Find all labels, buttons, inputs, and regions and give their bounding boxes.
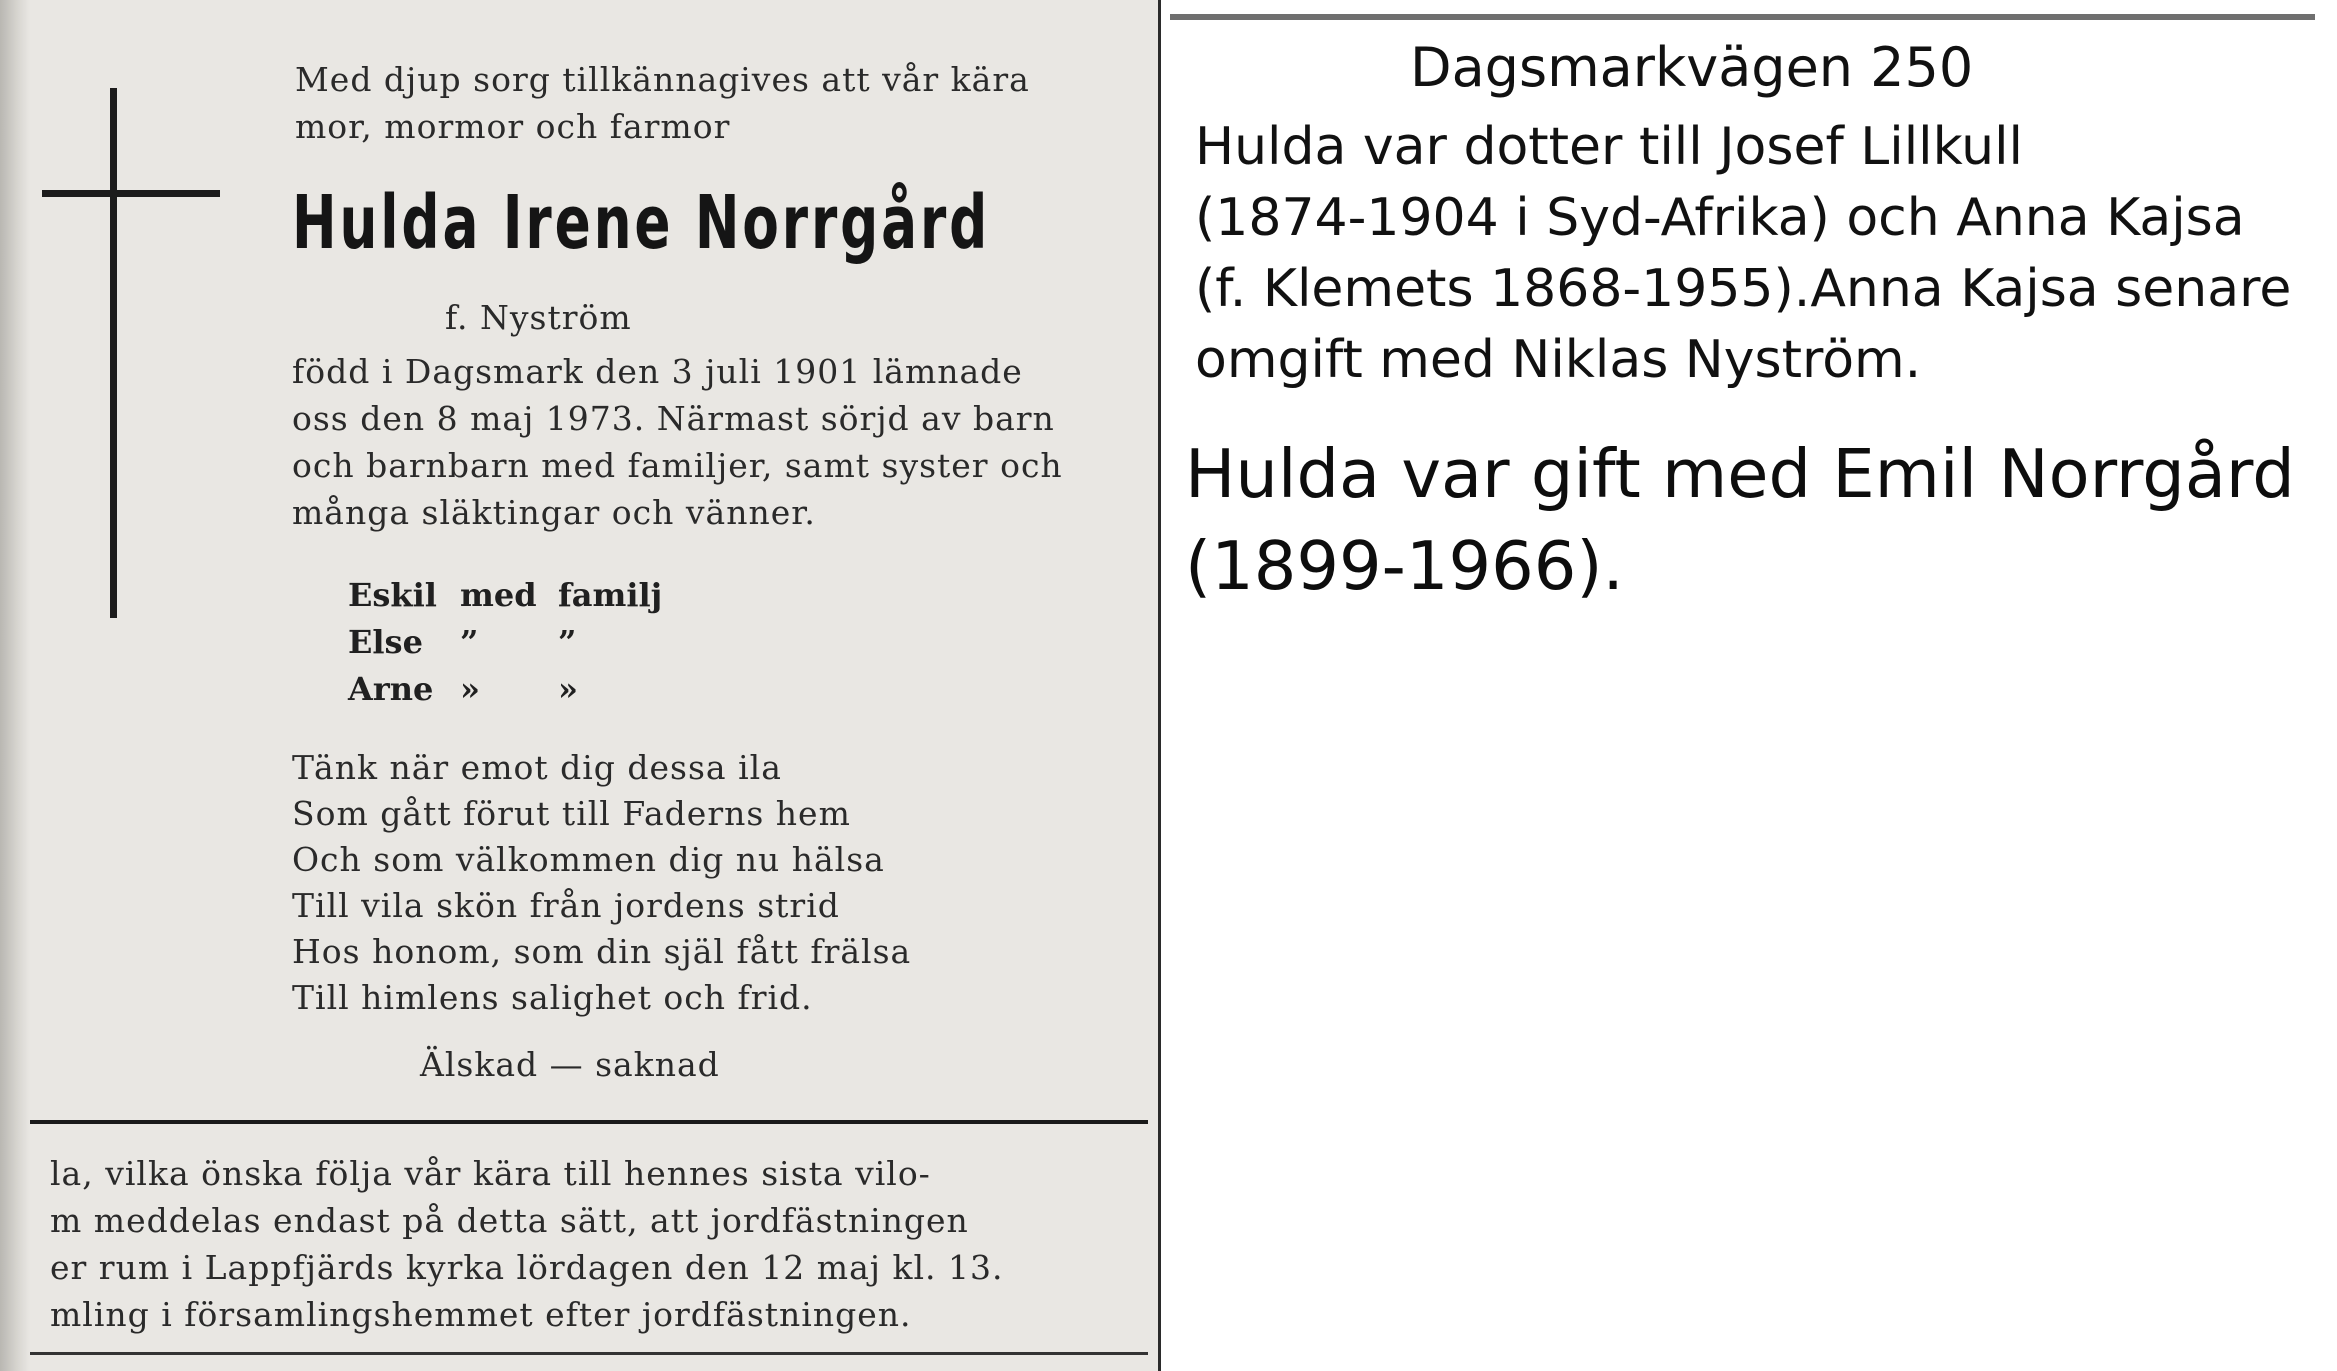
poem-line: Hos honom, som din själ fått frälsa	[292, 932, 912, 971]
deceased-name: Hulda Irene Norrgård	[292, 180, 991, 266]
maiden-name: f. Nyström	[445, 298, 632, 337]
bio-line: Hulda var dotter till Josef Lillkull	[1195, 117, 2023, 177]
notice-line: er rum i Lappfjärds kyrka lördagen den 12 maj kl. 13.	[50, 1248, 1004, 1287]
obituary-body	[292, 348, 1152, 536]
body-line: många släktingar och vänner.	[292, 493, 816, 532]
body-line: oss den 8 maj 1973. Närmast sörjd av barn	[292, 399, 1055, 438]
mourner-col3: »	[558, 670, 578, 708]
clipping-torn-edge	[0, 0, 30, 1371]
mourner-name: Eskil	[348, 576, 437, 614]
mourner-name: Arne	[348, 670, 434, 708]
poem-line: Till vila skön från jordens strid	[292, 886, 840, 925]
spouse-line: (1899-1966).	[1185, 527, 1624, 605]
obituary-intro	[295, 56, 1145, 150]
funeral-notice	[50, 1150, 1150, 1338]
intro-line: Med djup sorg tillkännagives att vår kära	[295, 60, 1030, 99]
body-line: och barnbarn med familjer, samt syster och	[292, 446, 1063, 485]
top-rule	[1170, 14, 2315, 20]
divider	[30, 1120, 1148, 1124]
intro-line: mor, mormor och farmor	[295, 107, 731, 146]
signoff: Älskad — saknad	[420, 1045, 720, 1084]
mourner-col3: ”	[558, 623, 577, 661]
bio-line: omgift med Niklas Nyström.	[1195, 330, 1922, 390]
poem-line: Och som välkommen dig nu hälsa	[292, 840, 885, 879]
spouse-line: Hulda var gift med Emil Norrgård	[1185, 435, 2295, 513]
mourner-col2: ”	[460, 623, 479, 661]
cross-icon-vertical	[110, 88, 117, 618]
mourner-row	[348, 619, 678, 666]
bio-line: (1874-1904 i Syd-Afrika) och Anna Kajsa	[1195, 188, 2245, 248]
address-heading: Dagsmarkvägen 250	[1410, 36, 1974, 99]
mourner-row	[348, 572, 678, 619]
biography-text	[1195, 112, 2325, 396]
notice-line: mling i församlingshemmet efter jordfästningen.	[50, 1295, 912, 1334]
mourner-col3: familj	[558, 576, 663, 614]
notice-line: la, vilka önska följa vår kära till hennes sista vilo-	[50, 1154, 931, 1193]
cross-icon-horizontal	[42, 190, 220, 197]
mourner-row	[348, 666, 678, 713]
bio-line: (f. Klemets 1868-1955).Anna Kajsa senare	[1195, 259, 2292, 319]
poem-line: Tänk när emot dig dessa ila	[292, 748, 782, 787]
poem-line: Till himlens salighet och frid.	[292, 978, 813, 1017]
mourners-list	[348, 572, 678, 713]
mourner-name: Else	[348, 623, 423, 661]
memorial-poem	[292, 745, 911, 1021]
obituary-clipping	[0, 0, 1161, 1371]
spouse-text	[1185, 428, 2325, 612]
poem-line: Som gått förut till Faderns hem	[292, 794, 851, 833]
mourner-col2: »	[460, 670, 480, 708]
mourner-col2: med	[460, 576, 537, 614]
bottom-rule	[30, 1352, 1148, 1355]
notice-line: m meddelas endast på detta sätt, att jordfästningen	[50, 1201, 969, 1240]
body-line: född i Dagsmark den 3 juli 1901 lämnade	[292, 352, 1023, 391]
